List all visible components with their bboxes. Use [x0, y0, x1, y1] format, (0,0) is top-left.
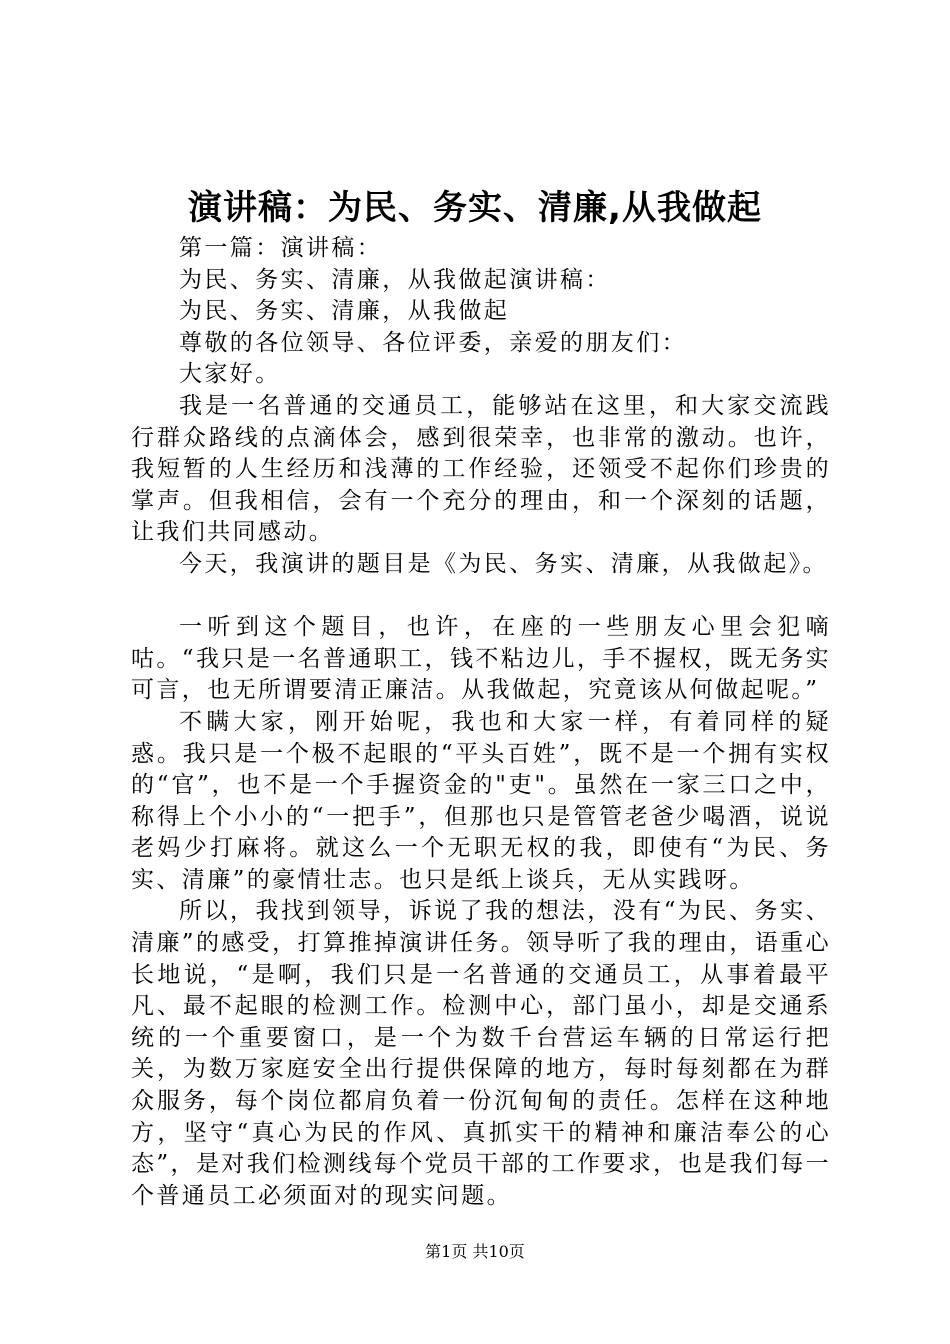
- paragraph: 为民、务实、清廉，从我做起: [179, 298, 510, 325]
- paragraph: 所以，我找到领导，诉说了我的想法，没有“为民、务实、清廉”的感受，打算推掉演讲任务。领导听了我的理由，语重心长地说，“是啊，我们只是一名普通的交通员工，从事着最平凡、最不起眼的检测工作。检测中心，部门虽小，却是交通系统的一个重要窗口，是一个为数千台营运车辆的日常运行把关，为数万家庭安全出行提供保障的地方，每时每刻都在为群众服务，每个岗位都肩负着一份沉甸甸的责任。怎样在这种地方，坚守“真心为民的作风、真抓实干的精神和廉洁奉公的心态”，是对我们检测线每个党员干部的工作要求，也是我们每一个普通员工必须面对的现实问题。: [131, 898, 831, 1209]
- paragraph: 为民、务实、清廉，从我做起演讲稿：: [179, 266, 611, 293]
- paragraph: 不瞒大家，刚开始呢，我也和大家一样，有着同样的疑惑。我只是一个极不起眼的“平头百姓”，既不是一个拥有实权的“官”，也不是一个手握资金的"吏"。虽然在一家三口之中，称得上个小小的“一把手”，但那也只是管管老爸少喝酒，说说老妈少打麻将。就这么一个无职无权的我，即使有“为民、务实、清廉”的豪情壮志。也只是纸上谈兵，无从实践呀。: [131, 708, 831, 893]
- paragraph: 第一篇：演讲稿：: [179, 235, 383, 261]
- paragraph: 今天，我演讲的题目是《为民、务实、清廉，从我做起》。: [179, 550, 828, 577]
- paragraph: 我是一名普通的交通员工，能够站在这里，和大家交流践行群众路线的点滴体会，感到很荣幸，也非常的激动。也许，我短暂的人生经历和浅薄的工作经验，还领受不起你们珍贵的掌声。但我相信，会有一个充分的理由，和一个深刻的话题，让我们共同感动。: [131, 392, 831, 546]
- page-footer: 第1页 共10页: [425, 1242, 525, 1261]
- paragraph: 大家好。: [179, 361, 281, 388]
- paragraph: 尊敬的各位领导、各位评委，亲爱的朋友们：: [179, 329, 687, 356]
- paragraph-spacer: [131, 581, 831, 613]
- document-body: [131, 233, 831, 1212]
- document-title: 演讲稿：为民、务实、清廉,从我做起: [188, 188, 762, 228]
- paragraph: 一听到这个题目，也许，在座的一些朋友心里会犯嘀咕。“我只是一名普通职工，钱不粘边儿，手不握权，既无务实可言，也无所谓要清正廉洁。从我做起，究竟该从何做起呢。”: [131, 614, 831, 704]
